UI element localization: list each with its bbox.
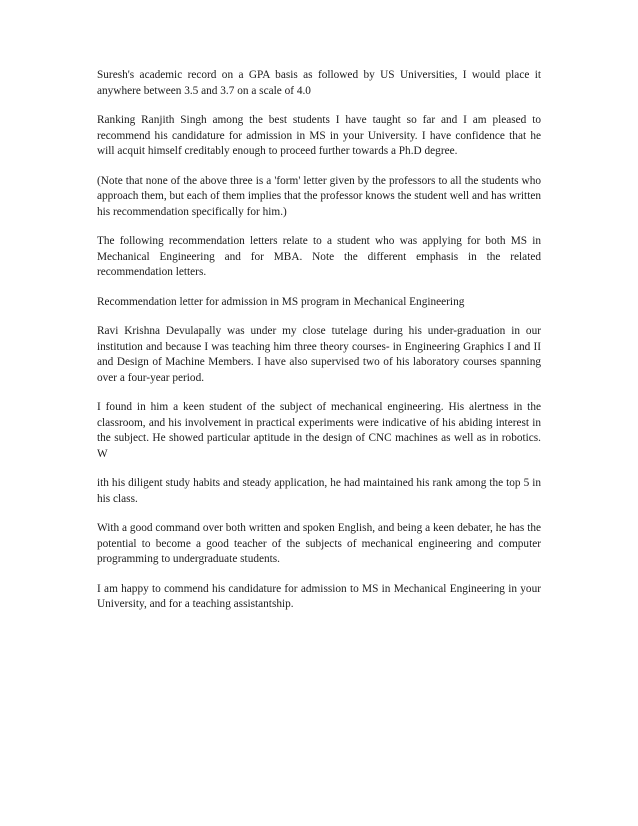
document-body xyxy=(97,68,541,627)
paragraph-note: (Note that none of the above three is a 'form' letter given by the professors to all the students who approach them, but each of them implies that the professor knows the student well and has written his recommendation specifically for him.) xyxy=(97,174,541,218)
paragraph-study-habits: ith his diligent study habits and steady application, he had maintained his rank among the top 5 in his class. xyxy=(97,477,541,505)
paragraph-intro-letters: The following recommendation letters relate to a student who was applying for both MS in Mechanical Engineering and for MBA. Note the different emphasis in the related recommendation letters. xyxy=(97,235,541,278)
paragraph-tutelage: Ravi Krishna Devulapally was under my close tutelage during his under-graduation in our institution and because I was teaching him three theory courses- in Engineering Graphics I and II and Design of Machine Members. I have also supervised two of his laboratory courses spanning over a four-year period. xyxy=(97,325,541,384)
paragraph-gpa-record: Suresh's academic record on a GPA basis as followed by US Universities, I would place it anywhere between 3.5 and 3.7 on a scale of 4.0 xyxy=(97,69,541,97)
paragraph-letter-heading: Recommendation letter for admission in MS program in Mechanical Engineering xyxy=(97,295,465,308)
paragraph-english: With a good command over both written and spoken English, and being a keen debater, he has the potential to become a good teacher of the subjects of mechanical engineering and computer programming to undergraduate students. xyxy=(97,522,541,565)
paragraph-ranking: Ranking Ranjith Singh among the best students I have taught so far and I am pleased to recommend his candidature for admission in MS in your University. I have confidence that he will acquit himself creditably enough to proceed further towards a Ph.D degree. xyxy=(97,114,541,157)
paragraph-commend: I am happy to commend his candidature for admission to MS in Mechanical Engineering in your University, and for a teaching assistantship. xyxy=(97,582,541,610)
paragraph-keen-student: I found in him a keen student of the subject of mechanical engineering. His alertness in the classroom, and his involvement in practical experiments were indicative of his abiding interest in the subject. He showed particular aptitude in the design of CNC machines as well as in robotics. W xyxy=(97,401,541,460)
